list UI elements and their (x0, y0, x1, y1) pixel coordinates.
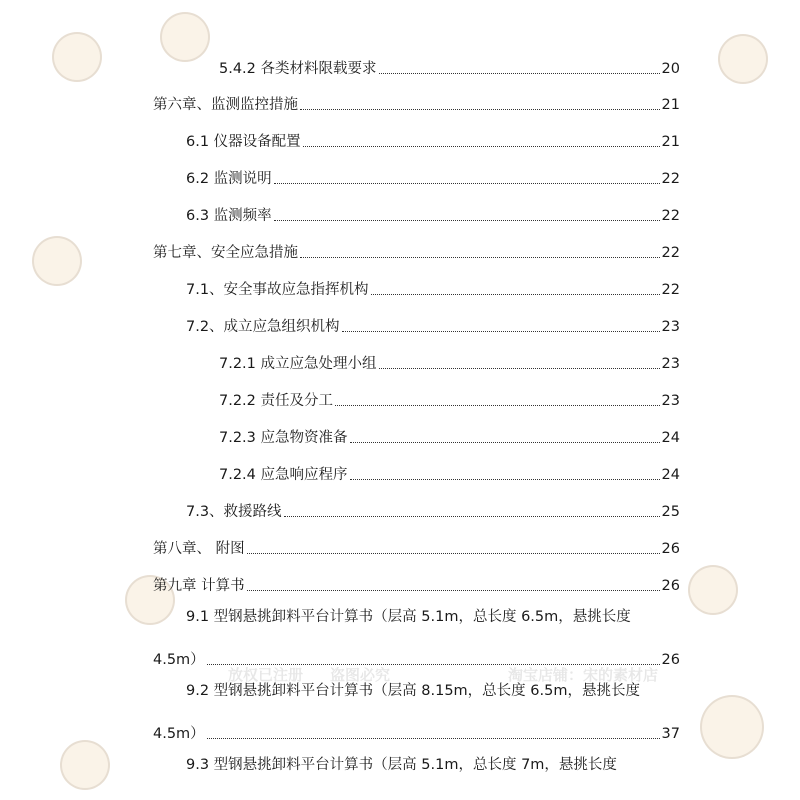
toc-leader-dots (379, 73, 660, 74)
toc-leader-dots (274, 183, 660, 184)
toc-entry-label: 4.5m） (153, 726, 205, 742)
toc-leader-dots (284, 516, 660, 517)
toc-entry[interactable] (186, 312, 680, 336)
toc-leader-dots (342, 331, 660, 332)
toc-entry[interactable] (219, 386, 680, 410)
toc-entry-label: 第六章、监测监控措施 (153, 97, 298, 113)
toc-entry-label: 5.4.2 各类材料限载要求 (219, 61, 377, 77)
toc-entry[interactable] (153, 238, 680, 262)
toc-entry-wrapped-first-line[interactable]: 9.3 型钢悬挑卸料平台计算书（层高 5.1m，总长度 7m，悬挑长度 (186, 757, 617, 773)
toc-entry[interactable] (186, 127, 680, 151)
toc-entry-page: 26 (661, 541, 680, 557)
toc-entry-label: 6.3 监测频率 (186, 208, 272, 224)
toc-entry[interactable] (186, 497, 680, 521)
toc-entry-label: 6.1 仪器设备配置 (186, 134, 301, 150)
toc-entry[interactable] (186, 164, 680, 188)
toc-entry-page: 21 (661, 97, 680, 113)
toc-leader-dots (300, 257, 660, 258)
toc-leader-dots (274, 220, 660, 221)
toc-entry[interactable] (153, 571, 680, 595)
toc-entry-page: 22 (661, 282, 680, 298)
toc-entry-page: 37 (661, 726, 680, 742)
toc-entry-page: 24 (661, 467, 680, 483)
toc-entry[interactable] (219, 349, 680, 373)
toc-leader-dots (207, 738, 660, 739)
toc-entry-page: 23 (661, 319, 680, 335)
toc-leader-dots (300, 109, 660, 110)
toc-leader-dots (350, 442, 660, 443)
toc-entry-page: 26 (661, 652, 680, 668)
toc-entry[interactable] (219, 423, 680, 447)
toc-entry-label: 7.2.2 责任及分工 (219, 393, 334, 409)
toc-leader-dots (371, 294, 660, 295)
toc-entry-label: 4.5m） (153, 652, 205, 668)
watermark-text: 淘宝店铺：宋的素材店 (508, 666, 659, 684)
watermark-avatar-icon (688, 565, 738, 615)
toc-entry-wrapped-second-line[interactable] (153, 719, 680, 743)
toc-entry-label: 7.2.1 成立应急处理小组 (219, 356, 377, 372)
toc-entry[interactable] (186, 275, 680, 299)
toc-entry-page: 26 (661, 578, 680, 594)
watermark-avatar-icon (52, 32, 102, 82)
toc-entry-page: 22 (661, 208, 680, 224)
toc-entry-wrapped-first-line[interactable]: 9.2 型钢悬挑卸料平台计算书（层高 8.15m，总长度 6.5m，悬挑长度 (186, 683, 640, 699)
toc-entry[interactable] (153, 90, 680, 114)
toc-entry-label: 7.3、救援路线 (186, 504, 282, 520)
toc-entry[interactable] (153, 534, 680, 558)
toc-entry[interactable] (219, 54, 680, 78)
toc-leader-dots (247, 590, 660, 591)
toc-entry-page: 23 (661, 356, 680, 372)
toc-leader-dots (335, 405, 660, 406)
toc-entry[interactable] (219, 460, 680, 484)
toc-entry-label: 第九章 计算书 (153, 578, 245, 594)
toc-entry-page: 25 (661, 504, 680, 520)
toc-entry-label: 第八章、 附图 (153, 541, 245, 557)
watermark-text: 盗图必究 (330, 666, 391, 684)
toc-entry-label: 第七章、安全应急措施 (153, 245, 298, 261)
toc-entry-label: 7.2.3 应急物资准备 (219, 430, 348, 446)
toc-entry-page: 22 (661, 171, 680, 187)
toc-entry-page: 24 (661, 430, 680, 446)
toc-entry-page: 21 (661, 134, 680, 150)
toc-entry-page: 23 (661, 393, 680, 409)
toc-entry-label: 7.1、安全事故应急指挥机构 (186, 282, 369, 298)
toc-entry-page: 22 (661, 245, 680, 261)
toc-leader-dots (247, 553, 660, 554)
toc-leader-dots (379, 368, 660, 369)
toc-leader-dots (350, 479, 660, 480)
toc-entry-label: 7.2.4 应急响应程序 (219, 467, 348, 483)
toc-entry-page: 20 (661, 61, 680, 77)
watermark-avatar-icon (60, 740, 110, 790)
watermark-avatar-icon (700, 695, 764, 759)
watermark-avatar-icon (32, 236, 82, 286)
toc-entry[interactable] (186, 201, 680, 225)
toc-entry-wrapped-second-line[interactable] (153, 645, 680, 669)
toc-leader-dots (303, 146, 660, 147)
watermark-avatar-icon (160, 12, 210, 62)
toc-entry-wrapped-first-line[interactable]: 9.1 型钢悬挑卸料平台计算书（层高 5.1m，总长度 6.5m，悬挑长度 (186, 609, 631, 625)
watermark-avatar-icon (718, 34, 768, 84)
toc-leader-dots (207, 664, 660, 665)
toc-entry-label: 6.2 监测说明 (186, 171, 272, 187)
watermark-text: 放权已注册 (228, 666, 304, 684)
toc-entry-label: 7.2、成立应急组织机构 (186, 319, 340, 335)
